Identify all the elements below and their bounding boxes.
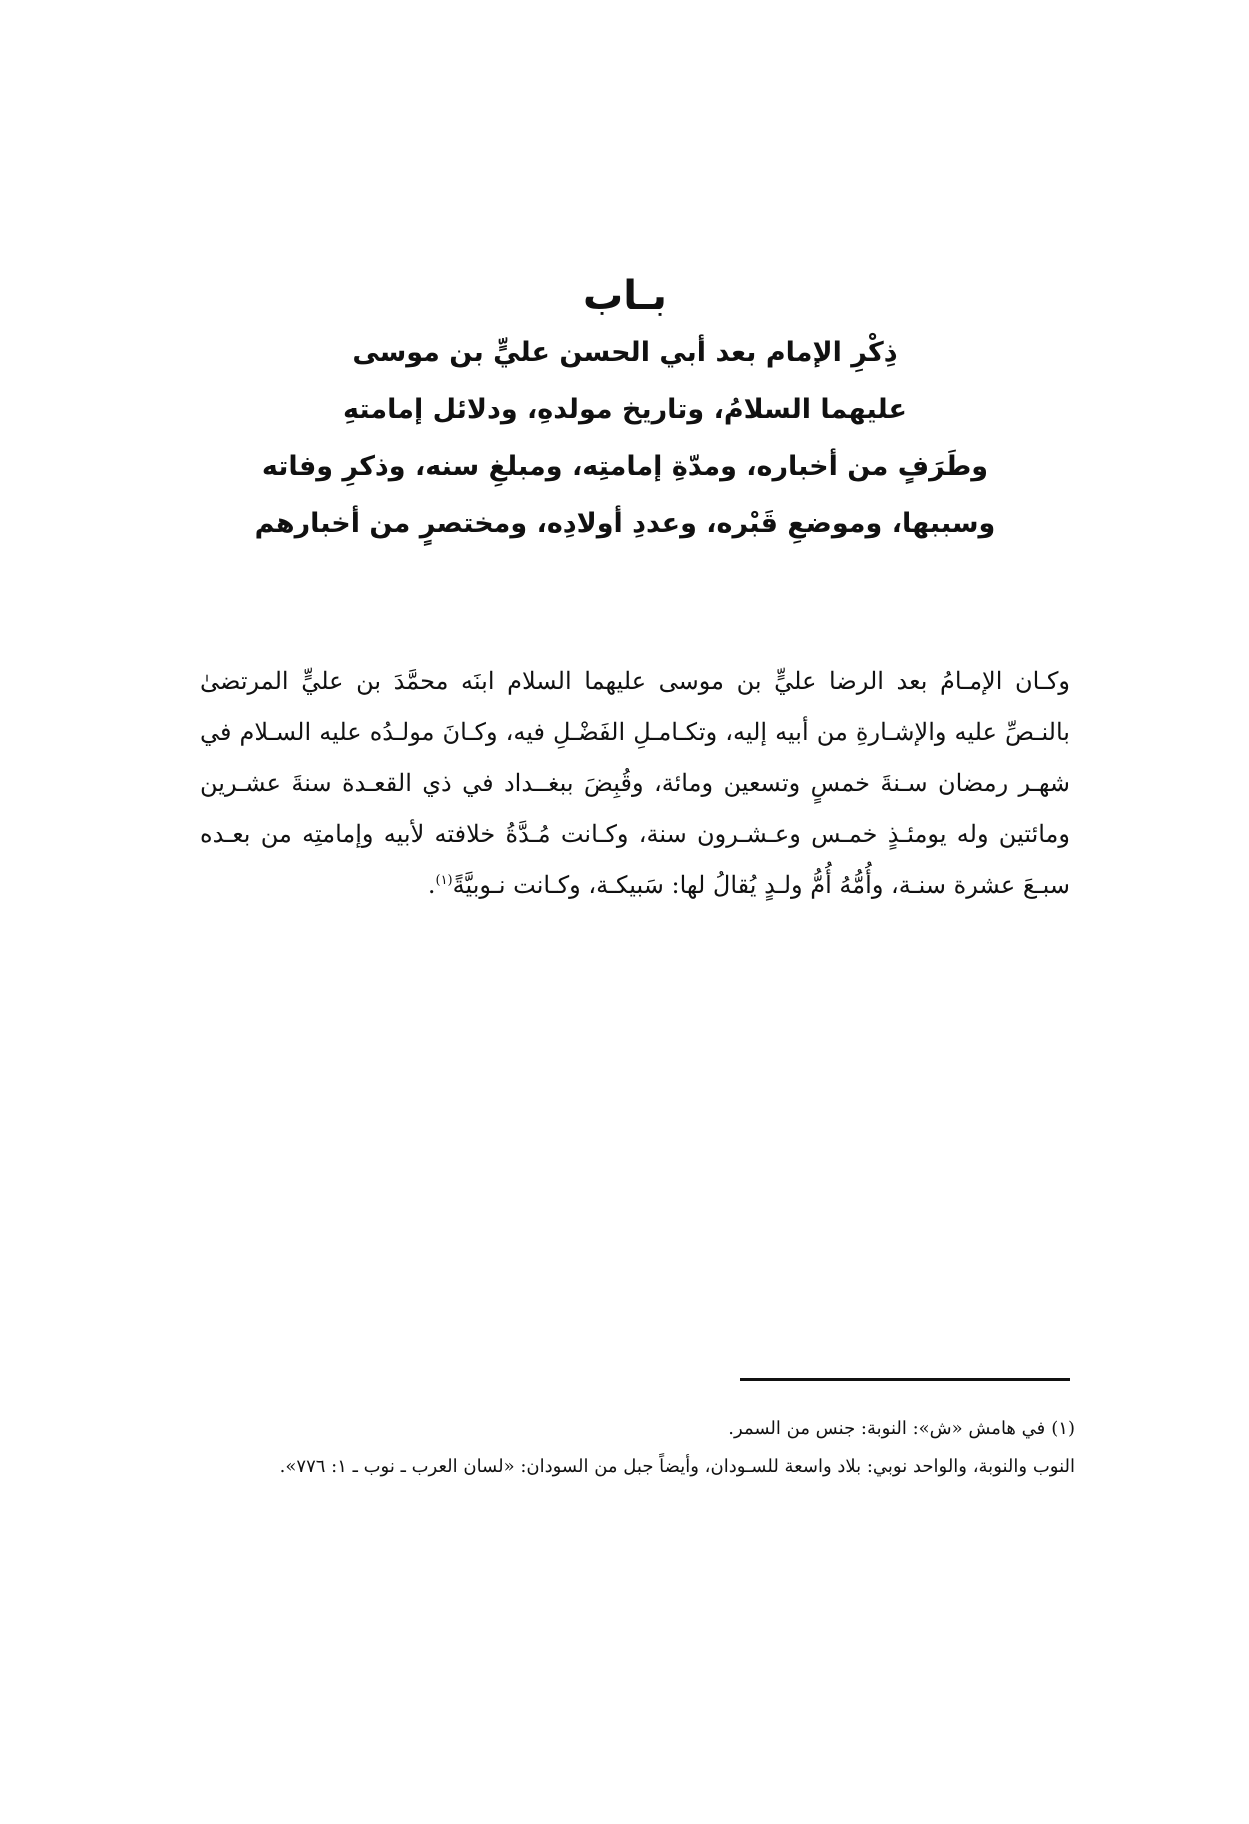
footnote-number: (١) xyxy=(1051,1418,1075,1439)
chapter-title-line-3: وطَرَفٍ من أخباره، ومدّةِ إمامتِه، ومبلغِ سنه، وذكرِ وفاته xyxy=(261,451,989,482)
footnotes xyxy=(195,1410,1075,1486)
footnote-item xyxy=(195,1410,1075,1448)
footnote-line-2: النوب والنوبة، والواحد نوبي: بلاد واسعة للسـودان، وأيضاً جبل من السودان: «لسان العرب ـ نوب ـ ١: ٧٧٦». xyxy=(279,1456,1075,1477)
chapter-word: بـاب xyxy=(583,273,667,319)
chapter-title-line-2: عليهما السلامُ، وتاريخ مولدهِ، ودلائل إمامتهِ xyxy=(343,394,907,425)
chapter-title-line-4: وسببها، وموضعِ قَبْره، وعددِ أولادِه، ومختصرٍ من أخبارهم xyxy=(254,508,996,539)
end-punctuation: . xyxy=(427,871,436,899)
footnote-marker: (١) xyxy=(435,873,453,888)
body-text: وكـان الإمـامُ بعد الرضا عليٍّ بن موسى عليهما السلام ابنَه محمَّدَ بن عليٍّ المرتضىٰ بالنـصِّ عليه والإشـارةِ من أبيه إليه، وتكـامـلِ الفَضْـلِ فيه، وكـانَ مولـدُه عليه السـلام في شهـر رمضان سـنةَ خمسٍ وتسعين ومائة، وقُبِضَ ببغــداد في ذي القعـدة سنةَ عشـرين ومائتين وله يومئـذٍ خمـس وعـشـرون سنة، وكـانت مُـدَّةُ خلافته لأبيه وإمامتِه من بعـده سبـعَ عشرة سنـة، وأُمُّهُ أُمُّ ولـدٍ يُقالُ لها: سَبيكـة، وكـانت نـوبيَّةً xyxy=(200,667,1070,899)
footnote-divider xyxy=(740,1378,1070,1381)
body-paragraph xyxy=(200,656,1070,911)
footnote-line-1: في هامش «ش»: النوبة: جنس من السمر. xyxy=(728,1418,1046,1439)
chapter-title-line-1: ذِكْرِ الإمام بعد أبي الحسن عليٍّ بن موسى xyxy=(352,337,898,368)
chapter-heading xyxy=(220,270,1030,552)
